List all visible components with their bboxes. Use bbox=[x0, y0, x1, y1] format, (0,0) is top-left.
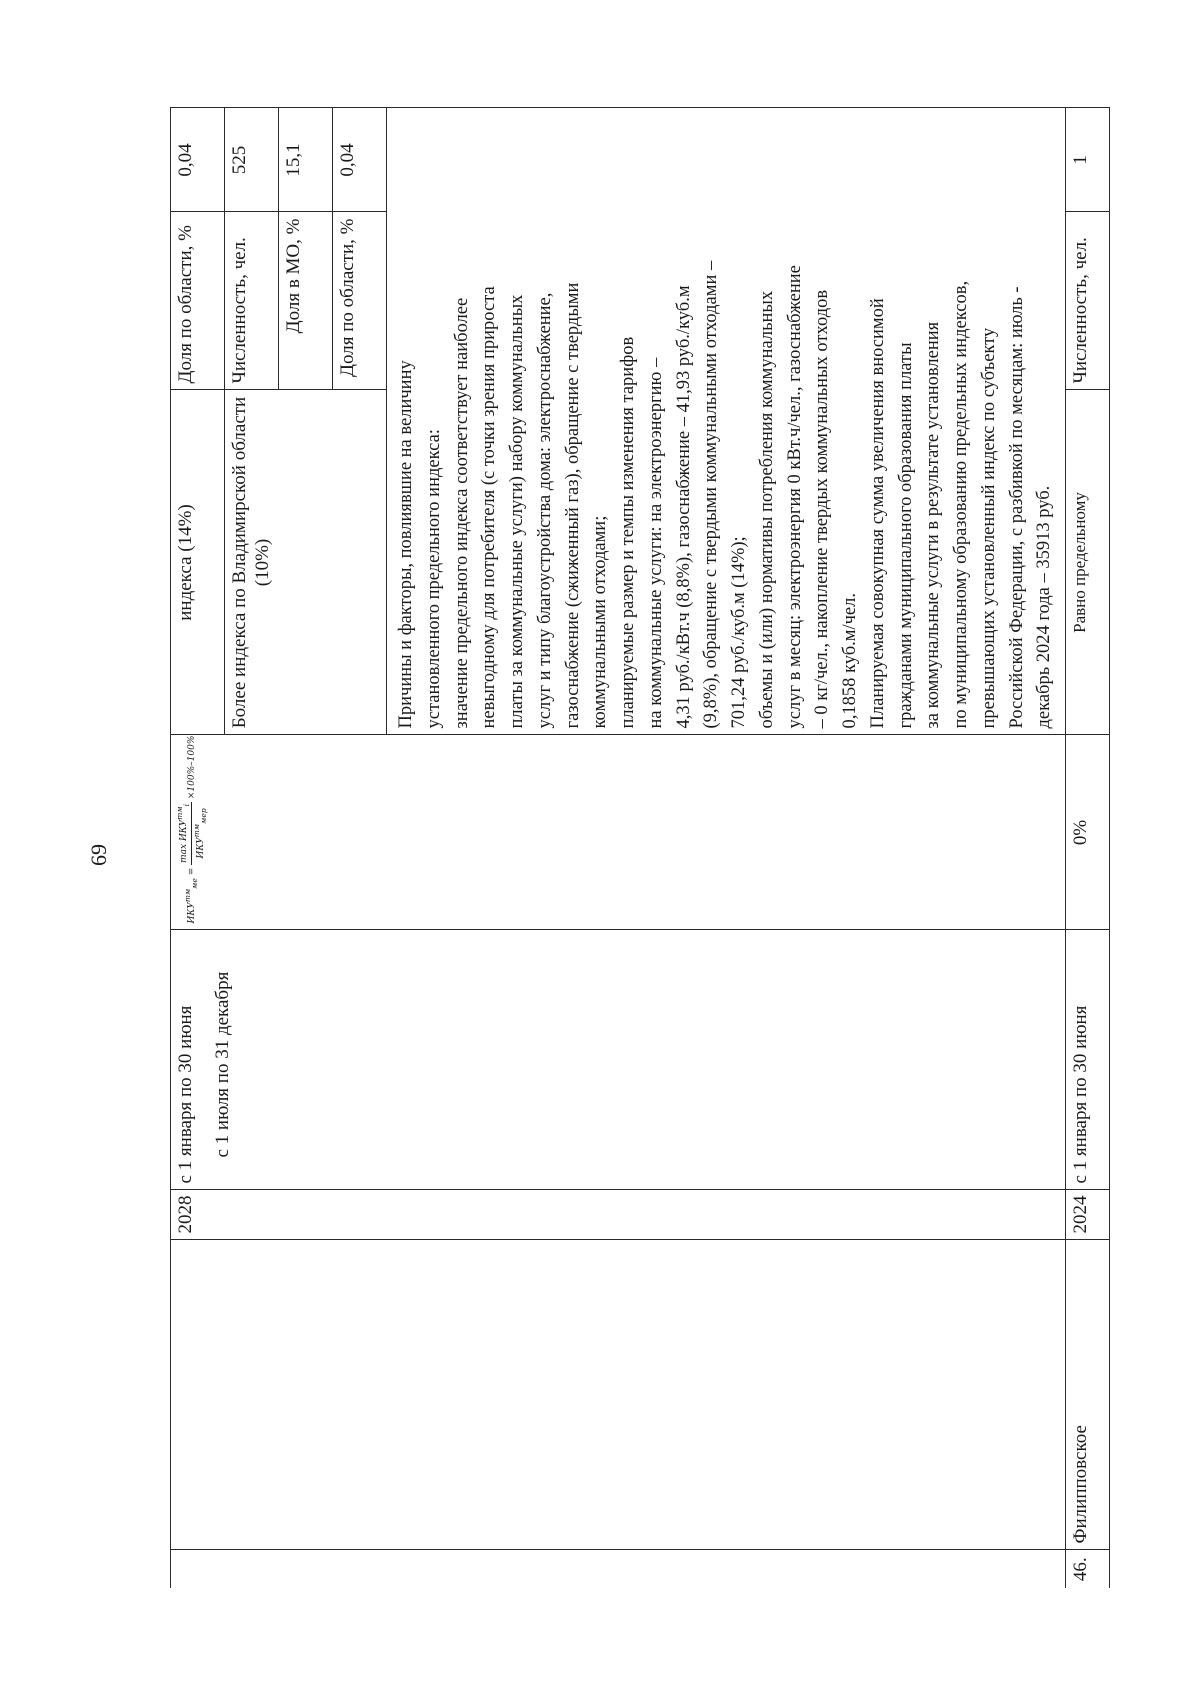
condition-cell-1 bbox=[171, 390, 225, 735]
metric-label: Доля в МО, % bbox=[283, 218, 304, 334]
description-line: за коммунальные услуги в результате установления bbox=[923, 321, 944, 729]
table-row bbox=[171, 108, 225, 1588]
row-number-cell bbox=[225, 1550, 279, 1588]
description-line: – 0 кг/чел., накопление твердых коммунальных отходов bbox=[812, 289, 833, 729]
metric-label: Численность, чел. bbox=[229, 237, 250, 384]
description-line: на коммунальные услуги: на электроэнергию – bbox=[645, 357, 666, 729]
condition-regional-index: Более индекса по Владимирской области (10%) bbox=[229, 396, 273, 729]
metric-label-cell bbox=[1066, 212, 1110, 390]
row-number: 46. bbox=[1070, 1557, 1091, 1582]
period-first-half: с 1 января по 30 июня bbox=[175, 1005, 196, 1184]
period-cell bbox=[171, 930, 1066, 1190]
metric-value: 0,04 bbox=[337, 143, 358, 177]
description-line: гражданами муниципального образования платы bbox=[895, 342, 916, 729]
description-cell bbox=[387, 108, 1066, 735]
metric-value-cell bbox=[171, 108, 225, 212]
metric-label-cell bbox=[171, 212, 225, 390]
metric-label-cell bbox=[333, 212, 387, 390]
row-number-cell bbox=[1066, 1550, 1110, 1588]
description-line: превышающих установленный индекс по субъекту bbox=[978, 327, 999, 729]
description-line: газоснабжение (сжиженный газ), обращение с твердыми bbox=[562, 282, 583, 729]
metric-value: 0,04 bbox=[175, 143, 196, 177]
description-line: 4,31 руб./кВт.ч (8,8%), газоснабжение – 41,93 руб./куб.м bbox=[673, 285, 694, 729]
description-line: значение предельного индекса соответствует наиболее bbox=[451, 297, 472, 729]
metric-value: 1 bbox=[1070, 155, 1091, 165]
year-cell bbox=[171, 1190, 1066, 1240]
description-line: коммунальными отходами; bbox=[590, 515, 611, 729]
condition-equal: Равно предельному bbox=[1070, 492, 1089, 633]
description-line: Причины и факторы, повлиявшие на величину bbox=[396, 360, 416, 729]
municipality-cell bbox=[333, 1240, 387, 1550]
metric-value-cell bbox=[279, 108, 333, 212]
index-value: 0% bbox=[1070, 819, 1091, 846]
metric-label-cell bbox=[225, 212, 279, 390]
description-line: услуг и типу благоустройства дома: электроснабжение, bbox=[534, 292, 555, 729]
municipality-cell bbox=[225, 1240, 279, 1550]
row-number-cell bbox=[333, 1550, 387, 1588]
municipality-cell bbox=[171, 1240, 225, 1550]
formula-cell bbox=[1066, 735, 1110, 930]
metric-value-cell bbox=[1066, 108, 1110, 212]
period-second-half: с 1 июля по 31 декабря bbox=[211, 971, 233, 1158]
year-cell bbox=[1066, 1190, 1110, 1240]
metric-value-cell bbox=[333, 108, 387, 212]
description-line: установленного предельного индекса: bbox=[423, 429, 444, 729]
table-sheet bbox=[170, 108, 1110, 1588]
year-2028: 2028 bbox=[175, 1195, 196, 1234]
metric-value-cell bbox=[225, 108, 279, 212]
description-line: 0,1858 куб.м/чел. bbox=[840, 593, 860, 729]
condition-cell bbox=[1066, 390, 1110, 735]
municipality-cell bbox=[279, 1240, 333, 1550]
description-line: планируемые размер и темпы изменения тарифов bbox=[618, 336, 638, 729]
year-2024: 2024 bbox=[1070, 1195, 1091, 1234]
condition-cell-2 bbox=[225, 390, 387, 735]
description-line: объемы и (или) нормативы потребления коммунальных bbox=[756, 290, 777, 729]
metric-value: 15,1 bbox=[283, 143, 304, 177]
description-line: Российской Федерации, с разбивкой по месяцам: июль - bbox=[1006, 286, 1027, 729]
page-number: 69 bbox=[86, 844, 111, 866]
period-first-half: с 1 января по 30 июня bbox=[1070, 1005, 1091, 1184]
metric-value: 525 bbox=[229, 145, 250, 175]
row-number-cell bbox=[279, 1550, 333, 1588]
metric-label: Доля по области, % bbox=[175, 225, 196, 384]
description-line: услуг в месяц: электроэнергия 0 кВт.ч/чел., газоснабжение bbox=[784, 265, 805, 729]
description-line: (9,8%), обращение с твердыми коммунальными отходами – bbox=[701, 260, 722, 729]
tariff-table bbox=[170, 108, 1110, 1589]
index-formula: $ИКУ^{тм}_{ме}$ = $\max ИКУ^{тм}_i$ $ИКУ^{тм}_{мер}$ ×100%–100% bbox=[175, 735, 208, 924]
description-line: платы за коммунальные услуги) набору коммунальных bbox=[507, 294, 527, 729]
municipality-cell bbox=[1066, 1240, 1110, 1550]
formula-cell bbox=[171, 735, 1066, 930]
description-line: невыгодному для потребителя (с точки зрения прироста bbox=[479, 286, 500, 729]
condition-index-14: индекса (14%) bbox=[175, 504, 196, 621]
description-line: декабрь 2024 года – 35913 руб. bbox=[1034, 485, 1055, 729]
description-line: Планируемая совокупная сумма увеличения вносимой bbox=[867, 298, 888, 729]
row-number-cell bbox=[387, 1550, 1066, 1588]
metric-label: Численность, чел. bbox=[1070, 237, 1091, 384]
municipality-cell bbox=[387, 1240, 1066, 1550]
period-cell bbox=[1066, 930, 1110, 1190]
metric-label: Доля по области, % bbox=[337, 218, 358, 377]
description-line: 701,24 руб./куб.м (14%); bbox=[729, 536, 749, 729]
row-number-cell bbox=[171, 1550, 225, 1588]
municipality-name: Филипповское bbox=[1070, 1425, 1091, 1544]
description-line: по муниципальному образованию предельных индексов, bbox=[951, 280, 971, 729]
metric-label-cell bbox=[279, 212, 333, 390]
table-row bbox=[1066, 108, 1110, 1588]
